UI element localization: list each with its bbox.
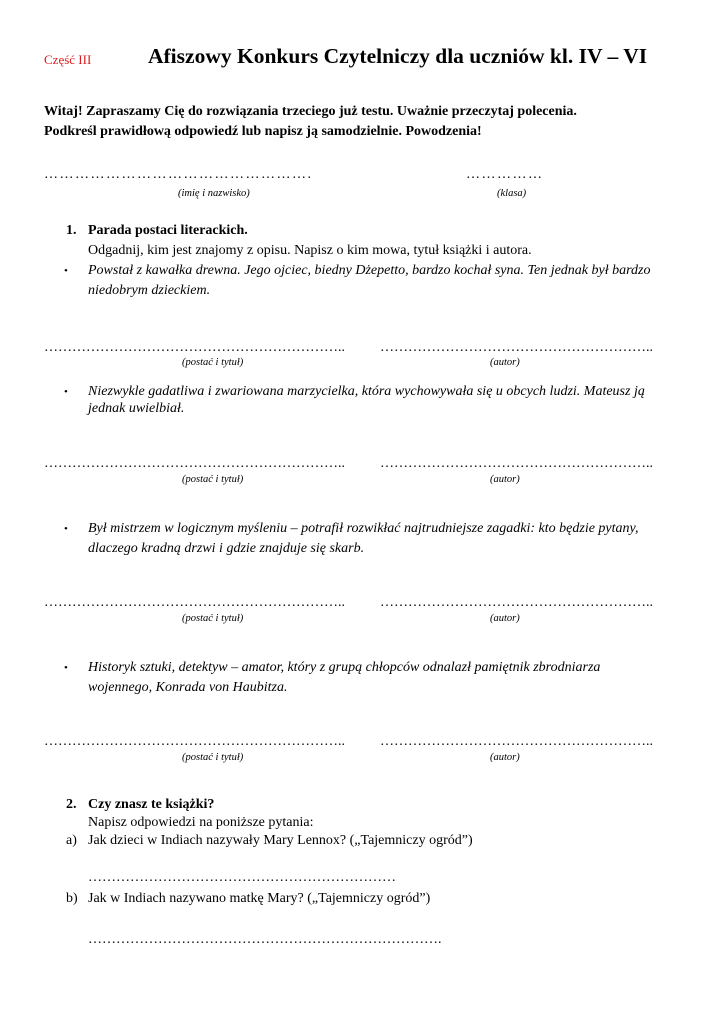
item-1-line-1: Powstał z kawałka drewna. Jego ojciec, biedny Dżepetto, bardzo kochał syna. Ten jednak był bardzo xyxy=(88,263,651,278)
intro-line-1: Witaj! Zapraszamy Cię do rozwiązania trzeciego już testu. Uważnie przeczytaj polecenia. xyxy=(44,104,577,119)
question-a-answer[interactable]: ………………………………………………………… xyxy=(88,870,396,885)
item-2-line-1: Niezwykle gadatliwa i zwariowana marzycielka, która wychowywała się u obcych ludzi. Mateusz ją xyxy=(88,384,645,399)
item-4-line-1: Historyk sztuki, detektyw – amator, który z grupą chłopców odnalazł pamiętnik zbrodniarza xyxy=(88,660,601,675)
question-a-text: Jak dzieci w Indiach nazywały Mary Lennox? („Tajemniczy ogród”) xyxy=(88,833,473,848)
item-4-answer-left[interactable]: ……………………………………………………….. xyxy=(44,734,345,749)
class-caption: (klasa) xyxy=(497,188,527,199)
page-title: Afiszowy Konkurs Czytelniczy dla uczniów kl. IV – VI xyxy=(148,44,648,68)
bullet: • xyxy=(64,265,68,277)
name-caption: (imię i nazwisko) xyxy=(178,188,250,199)
item-1-left-caption: (postać i tytuł) xyxy=(182,357,244,368)
item-1-answer-left[interactable]: ……………………………………………………….. xyxy=(44,340,345,355)
section-2-instruction: Napisz odpowiedzi na poniższe pytania: xyxy=(88,815,314,830)
item-1-right-caption: (autor) xyxy=(490,357,520,368)
item-3-left-caption: (postać i tytuł) xyxy=(182,613,244,624)
part-label: Część III xyxy=(44,52,92,67)
item-1-answer-right[interactable]: ………………………………………………….. xyxy=(380,340,653,355)
item-3-right-caption: (autor) xyxy=(490,613,520,624)
item-3-line-2: dlaczego kradną drzwi i gdzie znajduje się skarb. xyxy=(88,541,365,556)
bullet: • xyxy=(64,523,68,535)
item-2-answer-right[interactable]: ………………………………………………….. xyxy=(380,456,653,471)
bullet: • xyxy=(64,662,68,674)
item-4-line-2: wojennego, Konrada von Haubitza. xyxy=(88,680,288,695)
name-field-dots[interactable]: ……………………………………………. xyxy=(44,167,313,182)
item-2-line-2: jednak uwielbiał. xyxy=(88,401,185,416)
question-b-text: Jak w Indiach nazywano matkę Mary? („Tajemniczy ogród”) xyxy=(88,891,431,906)
section-1-instruction: Odgadnij, kim jest znajomy z opisu. Napisz o kim mowa, tytuł książki i autora. xyxy=(88,243,532,258)
item-2-right-caption: (autor) xyxy=(490,474,520,485)
item-4-left-caption: (postać i tytuł) xyxy=(182,752,244,763)
question-b-answer[interactable]: …………………………………………………………………. xyxy=(88,932,442,947)
section-1-title: Parada postaci literackich. xyxy=(88,223,248,238)
section-2-number: 2. xyxy=(66,797,77,812)
section-1-number: 1. xyxy=(66,223,77,238)
class-field-dots[interactable]: …………… xyxy=(466,167,544,182)
item-3-answer-left[interactable]: ……………………………………………………….. xyxy=(44,595,345,610)
item-2-answer-left[interactable]: ……………………………………………………….. xyxy=(44,456,345,471)
question-a-label: a) xyxy=(66,833,77,848)
item-4-right-caption: (autor) xyxy=(490,752,520,763)
item-3-answer-right[interactable]: ………………………………………………….. xyxy=(380,595,653,610)
question-b-label: b) xyxy=(66,891,78,906)
bullet: • xyxy=(64,386,68,398)
item-3-line-1: Był mistrzem w logicznym myśleniu – potrafił rozwikłać najtrudniejsze zagadki: kto będzie pytany, xyxy=(88,521,639,536)
intro-line-2: Podkreśl prawidłową odpowiedź lub napisz ją samodzielnie. Powodzenia! xyxy=(44,124,482,139)
item-1-line-2: niedobrym dzieckiem. xyxy=(88,283,211,298)
section-2-title: Czy znasz te książki? xyxy=(88,797,215,812)
item-4-answer-right[interactable]: ………………………………………………….. xyxy=(380,734,653,749)
item-2-left-caption: (postać i tytuł) xyxy=(182,474,244,485)
